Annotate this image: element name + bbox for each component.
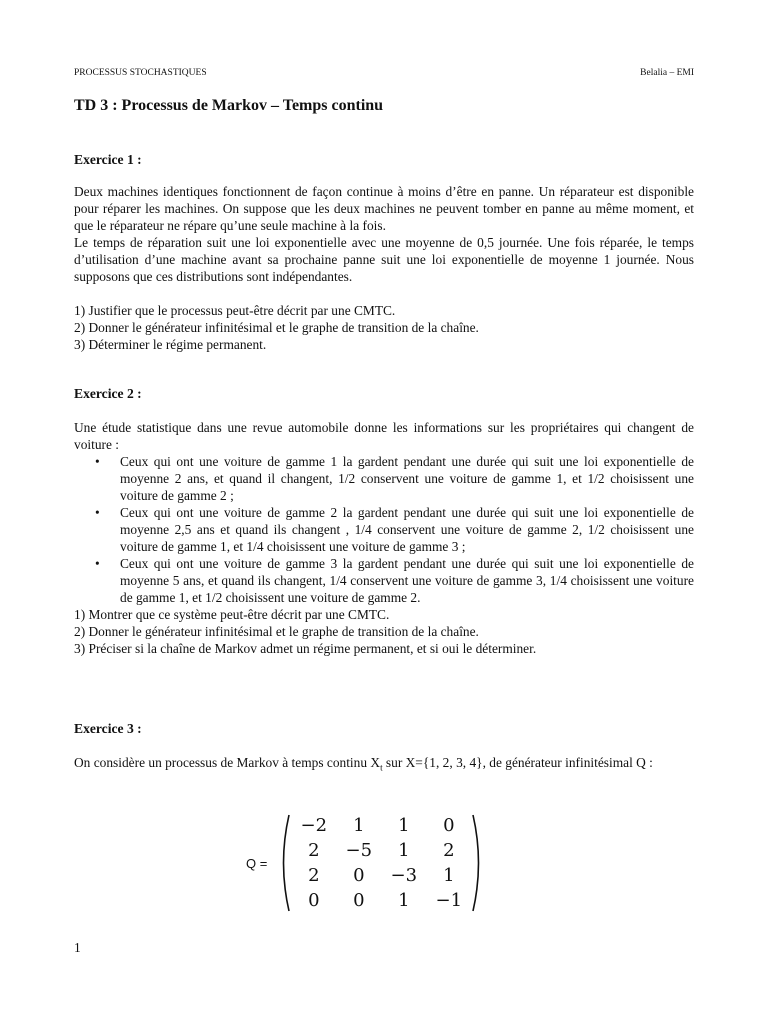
matrix-table — [291, 813, 471, 913]
matrix-cell: 0 — [353, 865, 365, 886]
exercise-1-title: Exercice 1 : — [74, 152, 142, 167]
matrix-row — [291, 838, 471, 863]
exercise-1-paragraph-2: Le temps de réparation suit une loi exponentielle avec une moyenne de 0,5 journée. Une fois réparée, le temps d’utilisation d’une machine avant sa prochaine panne suit une loi exponentielle de moyenne 1 journée. Nous supposons que ces distributions sont indépendantes. — [74, 235, 694, 284]
question-item: 2) Donner le générateur infinitésimal et le graphe de transition de la chaîne. — [74, 624, 479, 639]
exercise-1-questions — [74, 302, 694, 353]
matrix-cell: 1 — [443, 865, 455, 886]
exercise-2-intro: Une étude statistique dans une revue automobile donne les informations sur les propriétaires qui changent de voiture : — [74, 420, 694, 452]
matrix-cell: −5 — [345, 840, 373, 861]
matrix-cell: 2 — [308, 840, 320, 861]
question-item: 3) Préciser si la chaîne de Markov admet un régime permanent, et si oui le déterminer. — [74, 641, 537, 656]
exercise-2 — [74, 385, 694, 657]
matrix-row — [291, 863, 471, 888]
exercise-3-intro-end: sur X={1, 2, 3, 4}, de générateur infinitésimal Q : — [382, 755, 653, 770]
exercise-2-questions — [74, 606, 694, 657]
matrix-cell: 2 — [308, 865, 320, 886]
matrix-cell: 1 — [398, 815, 410, 836]
matrix-cell: 0 — [308, 890, 320, 911]
bullet-item: • Ceux qui ont une voiture de gamme 1 la gardent pendant une durée qui suit une loi exponentielle de moyenne 2 ans, et quand il changent, 1/2 conservent une voiture de gamme 1, et 1/2 choisissent une voiture de gamme 2 ; — [120, 453, 694, 504]
matrix-row — [291, 813, 471, 838]
left-parenthesis — [277, 813, 291, 913]
exercise-1 — [74, 151, 694, 353]
matrix-cell: 1 — [398, 840, 410, 861]
exercise-3-title: Exercice 3 : — [74, 721, 142, 736]
document-title: TD 3 : Processus de Markov – Temps continu — [74, 97, 384, 114]
exercise-3-intro-start: On considère un processus de Markov à temps continu X — [74, 755, 381, 770]
bullet-item: • Ceux qui ont une voiture de gamme 3 la gardent pendant une durée qui suit une loi exponentielle de moyenne 5 ans, et quand ils changent, 1/4 conservent une voiture de gamme 3, 1/4 choisissent une voiture de gamme 1, et 1/2 choisissent une voiture de gamme 2. — [120, 555, 694, 606]
matrix-cell: 0 — [443, 815, 455, 836]
matrix-cell: −3 — [390, 865, 418, 886]
header-author: Belalia – EMI — [640, 68, 694, 78]
question-item: 3) Déterminer le régime permanent. — [74, 337, 267, 352]
matrix-cell: 0 — [353, 890, 365, 911]
exercise-2-bullets — [74, 453, 694, 606]
matrix-cell: 1 — [398, 890, 410, 911]
generator-matrix — [246, 812, 485, 914]
right-parenthesis — [471, 813, 485, 913]
exercise-3 — [74, 720, 694, 777]
matrix-label: Q = — [246, 855, 268, 871]
page-number: 1 — [74, 940, 81, 955]
matrix-cell: −1 — [435, 890, 463, 911]
matrix-cell: 2 — [443, 840, 455, 861]
exercise-3-intro — [74, 754, 694, 777]
bullet-item: • Ceux qui ont une voiture de gamme 2 la gardent pendant une durée qui suit une loi exponentielle de moyenne 2,5 ans et quand ils changent , 1/4 conservent une voiture de gamme 2, 1/2 choisissent une voiture de gamme 1, et 1/4 choisissent une voiture de gamme 3 ; — [120, 504, 694, 555]
page-header — [74, 68, 694, 78]
question-item: 1) Justifier que le processus peut-être décrit par une CMTC. — [74, 303, 396, 318]
question-item: 1) Montrer que ce système peut-être décrit par une CMTC. — [74, 607, 390, 622]
exercise-2-title: Exercice 2 : — [74, 386, 142, 401]
header-course: PROCESSUS STOCHASTIQUES — [74, 68, 207, 78]
exercise-3-intro-subscript: t — [380, 762, 383, 773]
matrix-row — [291, 888, 471, 913]
matrix-cell: 1 — [353, 815, 365, 836]
matrix-cell: −2 — [300, 815, 328, 836]
exercise-1-paragraph-1: Deux machines identiques fonctionnent de façon continue à moins d’être en panne. Un réparateur est disponible pour réparer les machines. On suppose que les deux machines ne peuvent tomber en panne au même moment, et que le réparateur ne répare qu’une seule machine à la fois. — [74, 184, 694, 233]
question-item: 2) Donner le générateur infinitésimal et le graphe de transition de la chaîne. — [74, 320, 479, 335]
